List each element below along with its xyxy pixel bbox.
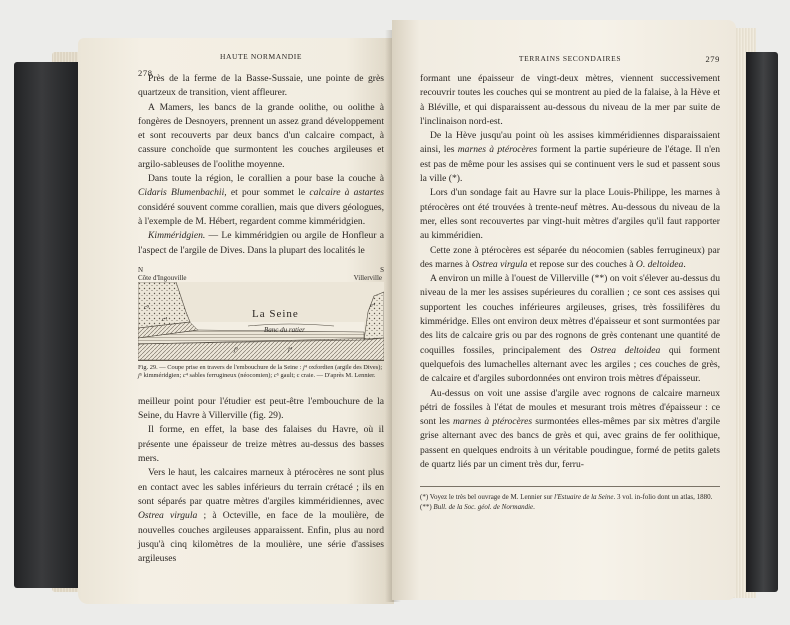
book-cover-left <box>14 62 84 588</box>
left-paragraph-5: meilleur point pour l'étudier est peut-être l'embouchure de la Seine, du Havre à Villerville (fig. 29). <box>138 395 384 422</box>
figure-caption: Fig. 29. — Coupe prise en travers de l'embouchure de la Seine : j⁴ oxfordien (argile des Dives); j⁵ kimméridgien; c⁴ sables ferrugineux (néocomien); c⁵ gault; c craie. — D'après M. Lennier. <box>138 363 383 380</box>
footnotes <box>420 486 720 512</box>
figure-corner-right: S <box>380 265 384 274</box>
right-paragraph-6: Au-dessus on voit une assise d'argile avec rognons de calcaire marneux pétri de fossiles à l'état de moules et mesurant trois mètres d'épaisseur : ce sont les marnes à ptérocères surmontées elles-mêmes par six mètres d'argile grise alternant avec des bancs de grès et qui, avec grains de fer oolithique, passent en quelques endroits à un véritable poudingue, formé de petits galets de quartz liés par un ciment très dur, ferru- <box>420 387 720 471</box>
right-paragraph-4: Cette zone à ptérocères est séparée du néocomien (sables ferrugineux) par des marnes à Ostrea virgula et repose sur des couches à O. deltoidea. <box>420 244 720 270</box>
term-marnes-pterocères: marnes à ptérocères <box>457 144 538 156</box>
section-heading-kimmeridgien: Kimméridgien. <box>148 230 206 242</box>
right-paragraph-2: De la Hève jusqu'au point où les assises kimméridiennes disparaissaient ainsi, les marnes à ptérocères forment la partie supérieure de l'étage. Il n'en est pas de même pour les assises qui se continuent vers le sud et passent sous la ville (*). <box>420 130 720 185</box>
left-paragraph-2: A Mamers, les bancs de la grande oolithe, ou oolithe à fongères de Desnoyers, prennent un assez grand développement et sont recouverts par deux bancs d'un calcaire compact, à cassure conchoïde que surmontent les couches argileuses et argilo-sableuses de l'oolithe moyenne. <box>138 101 384 170</box>
right-paragraph-1: formant une épaisseur de vingt-deux mètres, viennent successivement recouvrir toutes les couches qui se montrent au pied de la falaise, à la Hève et à Bléville, et qui disparaissent au-dessous du niveau de la mer par suite de l'inclinaison nord-est. <box>420 73 720 127</box>
figure-geological-section: c⁵ c⁴ j⁵ j⁴ c⁴ <box>138 282 384 361</box>
right-running-head <box>420 54 720 68</box>
footnote-1: (*) Voyez le très bel ouvrage de M. Lennier sur l'Estuaire de la Seine. 3 vol. in-folio dont un atlas, 1880. <box>420 493 713 502</box>
figure-29 <box>138 264 384 392</box>
figure-label-la-seine: La Seine <box>252 307 299 320</box>
taxon-ostrea-virgula-right: Ostrea virgula <box>471 258 528 270</box>
taxon-cidaris: Cidaris Blumenbachii <box>138 187 225 199</box>
figure-label-cote-ingouville: Côte d'Ingouville <box>138 273 187 282</box>
right-running-head-title: TERRAINS SECONDAIRES <box>518 54 622 63</box>
taxon-o-deltoidea: O. deltoidea <box>635 258 684 270</box>
left-running-head <box>138 52 384 78</box>
left-paragraph-3: Dans toute la région, le corallien a pour base la couche à Cidaris Blumenbachii, et pour sommet le calcaire à astartes considéré souvent comme corallien, mais que divers géologues, à l'exemple de M. Hébert, regardent comme kimméridgien. <box>138 173 384 227</box>
footnote-2: (**) Bull. de la Soc. géol. de Normandie. <box>420 503 535 512</box>
left-paragraph-6: Il forme, en effet, la base des falaises du Havre, où il présente une épaisseur de treize mètres au-dessus des basses mers. <box>138 424 384 465</box>
right-page <box>392 20 736 600</box>
figure-label-banc-du-ratier: Banc du ratier <box>264 325 305 334</box>
left-page-number: 278 <box>138 68 153 78</box>
left-paragraph-7: Vers le haut, les calcaires marneux à ptérocères ne sont plus en contact avec les sables inférieurs du terrain crétacé ; ils en sont séparés par quatre mètres d'argiles kimméridiennes, avec Ostrea virgula ; à Octeville, en face de la moulière, de nouvelles couches argileuses apparaissent. Enfin, plus au nord jusqu'à cinq kilomètres de la moulière, une série d'assises argileuses <box>138 467 385 565</box>
left-running-head-title: HAUTE NORMANDIE <box>219 52 303 61</box>
right-paragraph-5: A environ un mille à l'ouest de Villerville (**) on voit s'élever au-dessus du niveau de la mer les assises supérieures du corallien ; ce sont ces assises qui supportent les couches inférieures argileuses, grises, très fossilifères du kimméridge. Elles ont environ deux mètres d'épaisseur et sont surmontées par des lits de calcaire gris ou par des rognons de grès contenant une quantité de coquilles fossiles, principalement des Ostrea deltoidea qui forment quelquefois des lumachelles alternant avec les argiles ; ces couches de grès, de calcaire et d'argiles subordonnées ont environ trois mètres d'épaisseur. <box>420 273 720 385</box>
geological-section-drawing <box>138 282 384 360</box>
figure-corner-left: N <box>138 265 144 274</box>
taxon-ostrea-virgula: Ostrea virgula <box>138 510 198 522</box>
book-cover-right <box>746 52 778 592</box>
left-page <box>78 38 394 604</box>
term-calcaire-astartes: calcaire à astartes <box>309 187 384 199</box>
left-paragraph-4: Kimméridgien. — Le kimméridgien ou argile de Honfleur a l'aspect de l'argile de Dives. Dans la plupart des localités le <box>138 230 384 256</box>
right-page-number: 279 <box>705 54 720 64</box>
term-marnes-pterocères-2: marnes à ptérocères <box>452 416 533 428</box>
figure-label-villerville: Villerville <box>353 273 382 282</box>
left-paragraph-1: Près de la ferme de la Basse-Sussaie, une pointe de grès quartzeux de transition, vient affleurer. <box>138 73 384 99</box>
right-paragraph-3: Lors d'un sondage fait au Havre sur la place Louis-Philippe, les marnes à ptérocères ont été trouvées à trente-neuf mètres. Au-dessous du niveau de la mer, elles sont recouvertes par vingt-huit mètres d'argiles qu'il faut rapporter au kimméridien. <box>420 187 720 242</box>
taxon-ostrea-deltoidea: Ostrea deltoidea <box>590 344 661 356</box>
